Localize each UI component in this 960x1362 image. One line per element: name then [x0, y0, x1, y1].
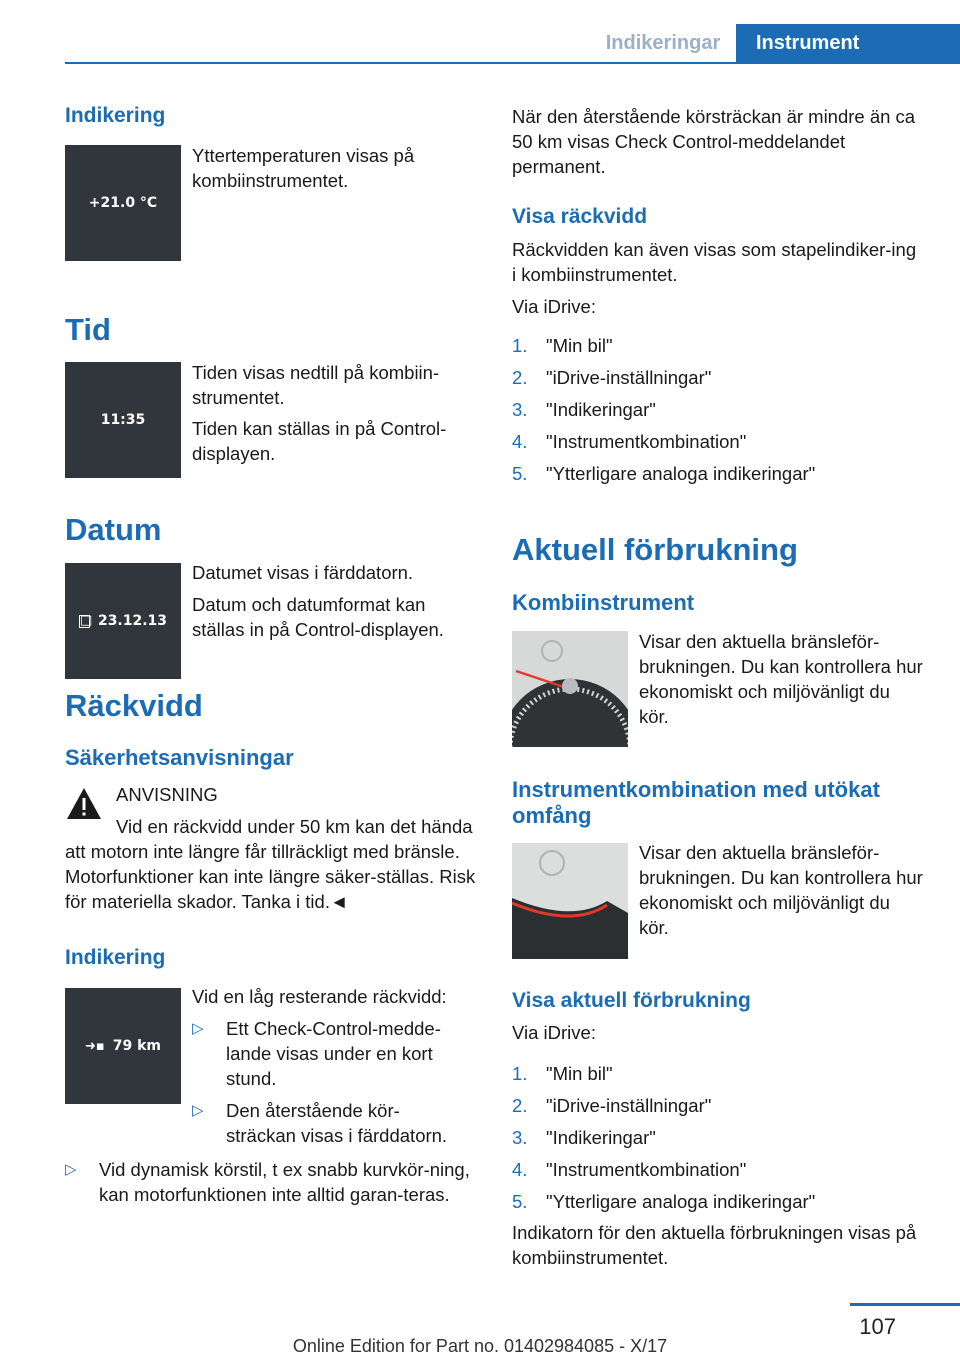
triangle-bullet-icon: ▷ [65, 1161, 77, 1178]
lag-text: Vid en låg resterande räckvidd: [192, 986, 447, 1007]
step-text: "Min bil" [546, 335, 613, 356]
inner-bullet-list [192, 1016, 477, 1148]
kombi-heading: Kombiinstrument [512, 590, 695, 615]
tid-text-2: Tiden kan ställas in på Control-displayen. [192, 418, 447, 464]
utokat-text: Visar den aktuella bränsleför-brukningen. Du kan kontrollera hur ekonomiskt och miljövänligt du kör. [639, 842, 923, 938]
step-number: 2. [512, 367, 528, 388]
datum-heading: Datum [65, 512, 162, 547]
rackvidd-heading: Räckvidd [65, 688, 203, 723]
time-display-image [65, 362, 181, 478]
extended-gauge-image [512, 843, 628, 959]
anvisning-label: ANVISNING [116, 784, 218, 805]
visa-rackvidd-text: Räckvidden kan även visas som stapelindiker-ing i kombiinstrumentet. [512, 239, 917, 285]
indikering-heading: Indikering [65, 104, 166, 127]
idrive-steps-list-2 [512, 1061, 922, 1221]
list-item [512, 461, 922, 493]
page-number: 107 [859, 1314, 896, 1339]
step-number: 5. [512, 1191, 528, 1212]
list-item [192, 1098, 477, 1148]
list-item-text: Ett Check-Control-medde-lande visas under en kort stund. [226, 1018, 441, 1089]
datum-text-2: Datum och datumformat kan ställas in på Control-displayen. [192, 594, 444, 640]
step-text: "Min bil" [546, 1063, 613, 1084]
step-number: 4. [512, 1159, 528, 1180]
step-number: 5. [512, 463, 528, 484]
tid-text-1: Tiden visas nedtill på kombiin-strumentet. [192, 362, 440, 408]
indikering-text: Yttertemperaturen visas på kombiinstrumentet. [192, 145, 415, 191]
calendar-icon: □ [79, 612, 93, 628]
list-item [512, 333, 922, 365]
header-rule [65, 62, 960, 64]
list-item [512, 397, 922, 429]
list-item [512, 1157, 922, 1189]
outer-bullet [65, 1157, 477, 1207]
list-item [512, 365, 922, 397]
triangle-bullet-icon: ▷ [192, 1102, 204, 1119]
datum-text-1: Datumet visas i färddatorn. [192, 562, 414, 583]
step-text: "Ytterligare analoga indikeringar" [546, 463, 816, 484]
utokat-heading: Instrumentkombination med utökat omfång [512, 777, 880, 828]
tab-instrument[interactable]: Instrument [736, 24, 960, 62]
step-text: "Indikeringar" [546, 1127, 656, 1148]
sakerhet-heading: Säkerhetsanvisningar [65, 745, 294, 770]
time-value: 11:35 [100, 412, 146, 428]
warning-text: Vid en räckvidd under 50 km kan det hända att motorn inte längre får tillräckligt med bränsle. Motorfunktioner kan inte längre säker-ställas. Risk för materiella skador. Tanka i tid.◄ [65, 816, 476, 912]
visa-aktuell-heading: Visa aktuell förbrukning [512, 989, 751, 1012]
tid-heading: Tid [65, 312, 111, 347]
list-item [512, 429, 922, 461]
step-number: 4. [512, 431, 528, 452]
edition-footer: Online Edition for Part no. 01402984085 - X/17 [292, 1336, 668, 1356]
range-value: 79 km [112, 1038, 161, 1054]
tab-indikeringar[interactable]: Indikeringar [605, 32, 721, 54]
fuel-consumption-gauge-image [512, 631, 628, 747]
step-text: "iDrive-inställningar" [546, 1095, 712, 1116]
step-text: "Instrumentkombination" [546, 431, 747, 452]
kombi-text: Visar den aktuella bränsleför-brukningen. Du kan kontrollera hur ekonomiskt och miljövänligt du kör. [639, 631, 923, 727]
aktuell-heading: Aktuell förbrukning [512, 532, 798, 567]
triangle-bullet-icon: ▷ [192, 1020, 204, 1037]
step-number: 1. [512, 335, 528, 356]
step-number: 3. [512, 399, 528, 420]
rackvidd-intro: När den återstående körsträckan är mindre än ca 50 km visas Check Control-meddelandet permanent. [512, 106, 916, 177]
fuel-pump-icon: ➜▪ [85, 1038, 105, 1054]
temperature-value: +21.0 °C [88, 195, 158, 211]
indikering2-heading: Indikering [65, 946, 166, 969]
idrive-steps-list [512, 333, 922, 493]
step-text: "iDrive-inställningar" [546, 367, 712, 388]
list-item [512, 1061, 922, 1093]
outer-bullet-text: Vid dynamisk körstil, t ex snabb kurvkör-ning, kan motorfunktionen inte alltid garan-teras. [99, 1159, 470, 1205]
list-item-text: Den återstående kör-sträckan visas i färddatorn. [226, 1100, 448, 1146]
range-display-image [65, 988, 181, 1104]
outro-text: Indikatorn för den aktuella förbrukningen visas på kombiinstrumentet. [512, 1222, 917, 1268]
step-text: "Indikeringar" [546, 399, 656, 420]
list-item [512, 1189, 922, 1221]
list-item [192, 1016, 477, 1091]
footer-rule [850, 1303, 960, 1306]
step-number: 2. [512, 1095, 528, 1116]
via-idrive-label-2: Via iDrive: [512, 1022, 596, 1043]
via-idrive-label: Via iDrive: [512, 296, 596, 317]
step-text: "Instrumentkombination" [546, 1159, 747, 1180]
list-item [512, 1093, 922, 1125]
step-number: 1. [512, 1063, 528, 1084]
temperature-display-image [65, 145, 181, 261]
date-value: 23.12.13 [97, 613, 168, 629]
list-item [512, 1125, 922, 1157]
visa-rackvidd-heading: Visa räckvidd [512, 205, 648, 228]
step-text: "Ytterligare analoga indikeringar" [546, 1191, 816, 1212]
date-display-image [65, 563, 181, 679]
step-number: 3. [512, 1127, 528, 1148]
